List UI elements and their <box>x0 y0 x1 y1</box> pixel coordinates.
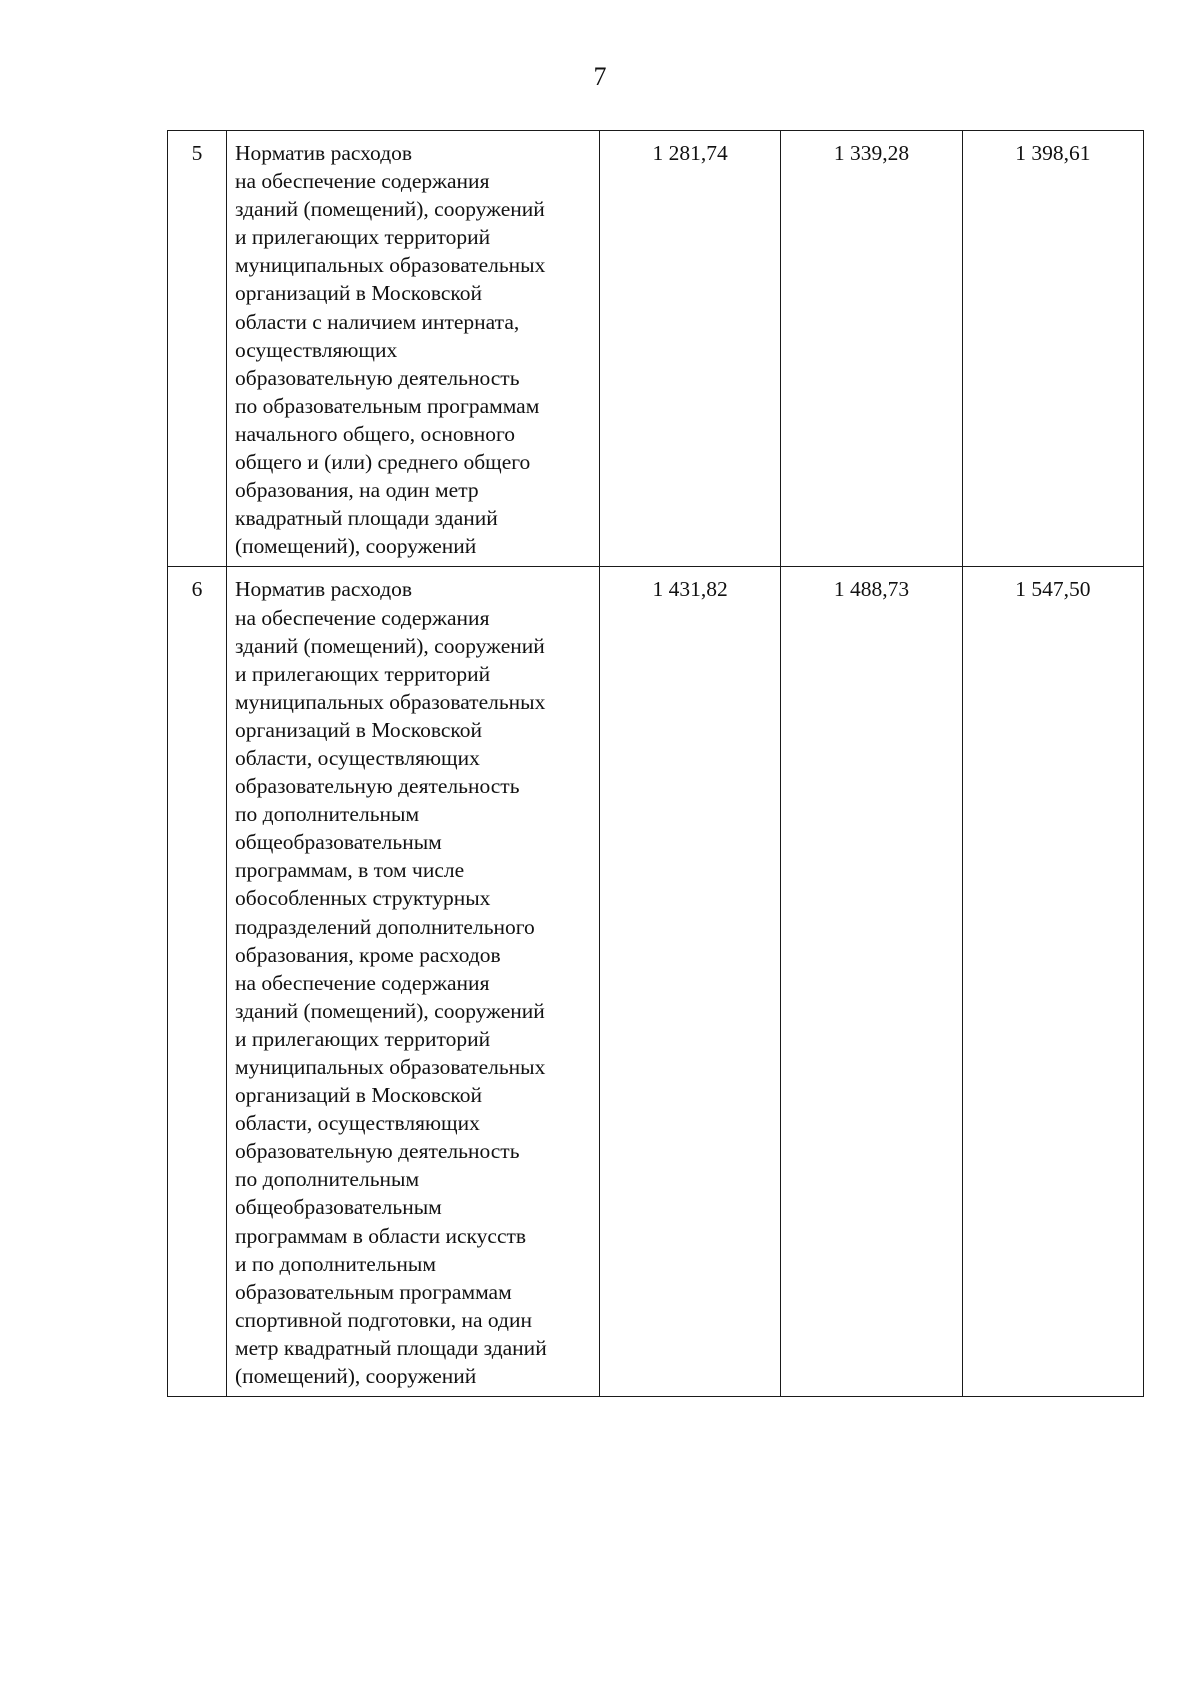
description-line: на обеспечение содержания <box>235 970 490 995</box>
description-line: и по дополнительным <box>235 1251 436 1276</box>
description-line: по образовательным программам <box>235 393 540 418</box>
description-line: общеобразовательным <box>235 1195 442 1220</box>
row-number: 6 <box>168 567 227 1397</box>
table-row <box>168 131 1144 567</box>
description-line: обособленных структурных <box>235 886 491 911</box>
description-line: по дополнительным <box>235 802 420 827</box>
description-line: на обеспечение содержания <box>235 169 490 194</box>
description-line: по дополнительным <box>235 1167 420 1192</box>
description-line: (помещений), сооружений <box>235 1364 477 1389</box>
description-line: и прилегающих территорий <box>235 225 491 250</box>
description-line: общего и (или) среднего общего <box>235 450 531 475</box>
description-line: осуществляющих <box>235 337 398 362</box>
description-line: муниципальных образовательных <box>235 689 546 714</box>
row-value-year-1: 1 431,82 <box>600 567 781 1397</box>
description-line: метр квадратный площади зданий <box>235 1335 547 1360</box>
description-line: Норматив расходов <box>235 577 413 602</box>
norms-table <box>167 130 1144 1397</box>
description-line: области с наличием интерната, <box>235 309 520 334</box>
description-line: спортивной подготовки, на один <box>235 1307 533 1332</box>
description-line: муниципальных образовательных <box>235 253 546 278</box>
description-line: образовательную деятельность <box>235 774 520 799</box>
description-line: области, осуществляющих <box>235 745 480 770</box>
row-value-year-3: 1 547,50 <box>962 567 1143 1397</box>
description-line: образования, на один метр <box>235 478 479 503</box>
description-line: организаций в Московской <box>235 281 483 306</box>
norms-table-body <box>168 131 1144 1397</box>
description-line: (помещений), сооружений <box>235 534 477 559</box>
row-description <box>227 131 600 567</box>
description-line: Норматив расходов <box>235 141 413 165</box>
description-line: организаций в Московской <box>235 717 483 742</box>
page-number: 7 <box>593 62 607 91</box>
description-line: начального общего, основного <box>235 421 516 446</box>
description-line: общеобразовательным <box>235 830 442 855</box>
row-value-year-2: 1 339,28 <box>781 131 962 567</box>
description-line: муниципальных образовательных <box>235 1055 546 1079</box>
table-row <box>168 567 1144 1397</box>
description-line: квадратный площади зданий <box>235 506 498 531</box>
description-line: образования, кроме расходов <box>235 942 501 967</box>
description-line: на обеспечение содержания <box>235 605 490 630</box>
row-number: 5 <box>168 131 227 567</box>
description-line: области, осуществляющих <box>235 1111 480 1136</box>
description-line: подразделений дополнительного <box>235 914 535 939</box>
row-value-year-1: 1 281,74 <box>600 131 781 567</box>
description-line: зданий (помещений), сооружений <box>235 197 545 222</box>
row-value-year-3: 1 398,61 <box>962 131 1143 567</box>
description-line: программам в области искусств <box>235 1223 527 1248</box>
description-line: зданий (помещений), сооружений <box>235 998 545 1023</box>
description-line: программам, в том числе <box>235 858 465 883</box>
description-line: и прилегающих территорий <box>235 661 491 686</box>
description-line: образовательную деятельность <box>235 365 520 390</box>
row-description <box>227 567 600 1397</box>
description-line: образовательную деятельность <box>235 1139 520 1164</box>
description-line: организаций в Московской <box>235 1083 483 1108</box>
row-value-year-2: 1 488,73 <box>781 567 962 1397</box>
description-line: и прилегающих территорий <box>235 1026 491 1051</box>
description-line: зданий (помещений), сооружений <box>235 633 545 658</box>
description-line: образовательным программам <box>235 1279 512 1304</box>
